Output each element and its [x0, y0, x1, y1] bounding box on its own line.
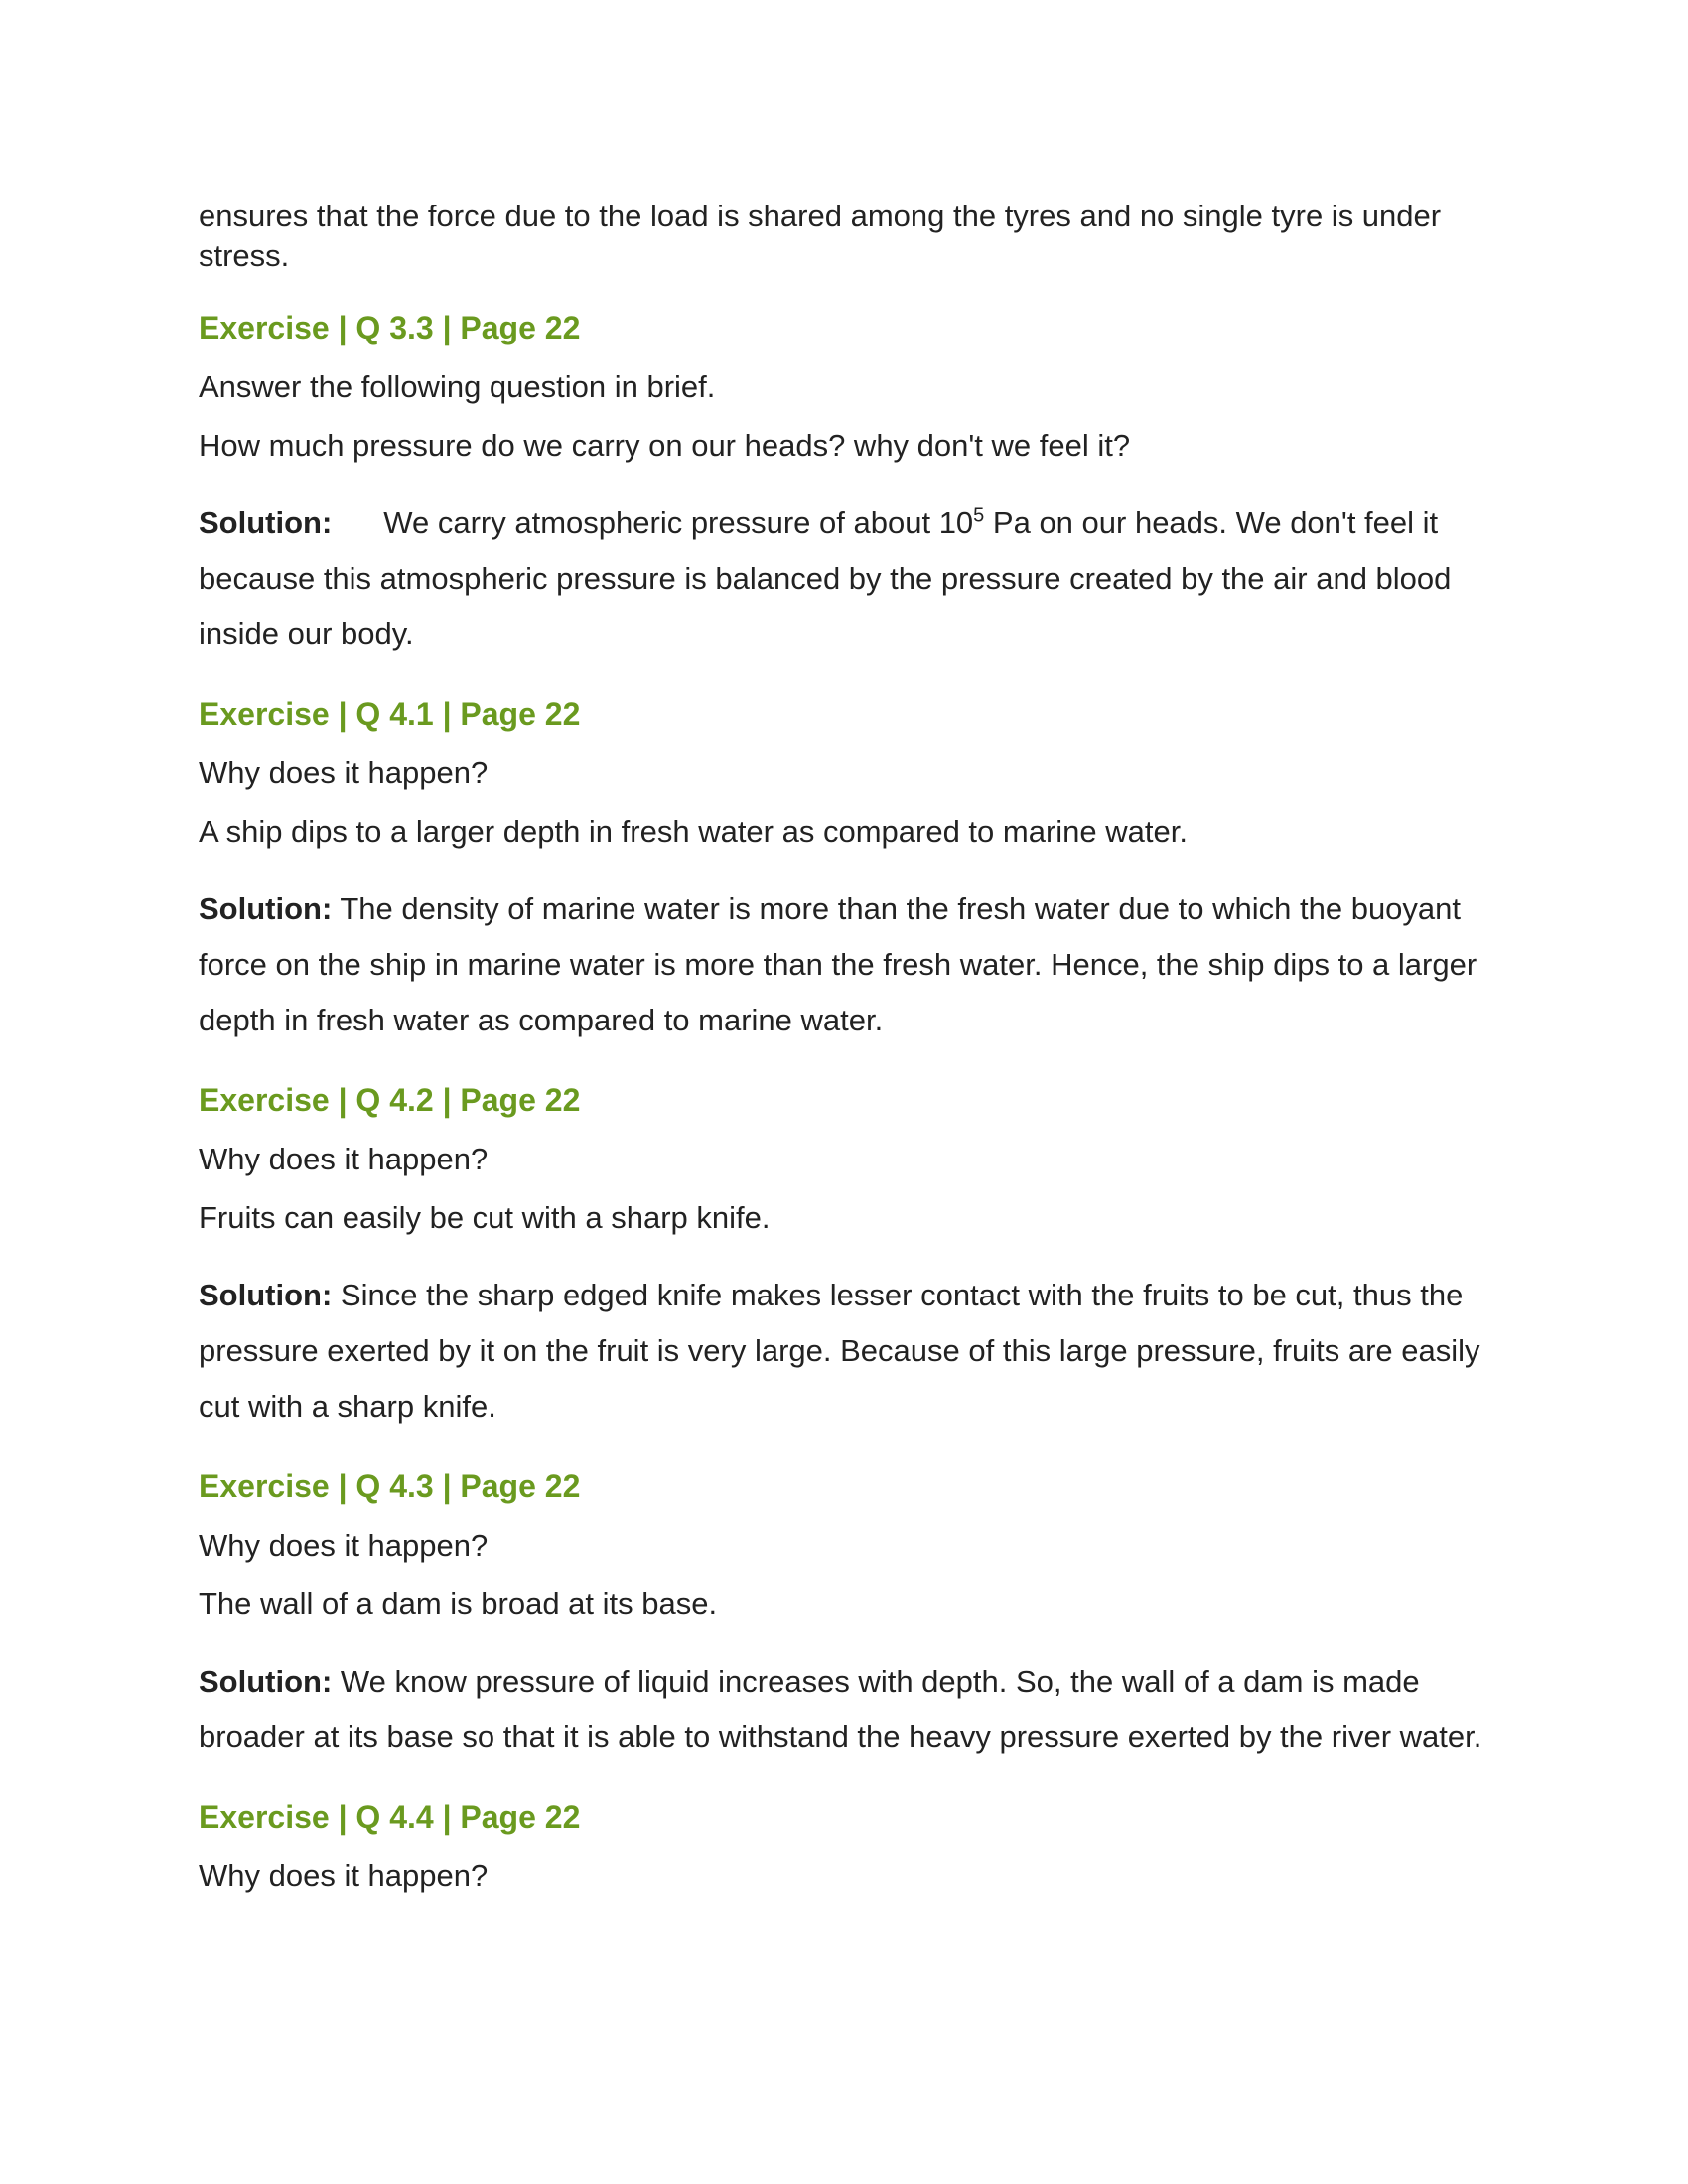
- section-heading: Exercise | Q 3.3 | Page 22: [199, 310, 581, 345]
- solution-text: [199, 1268, 1489, 1434]
- question-prompt: Why does it happen?: [199, 1528, 489, 1563]
- solution-text: [199, 882, 1489, 1048]
- solution-body: We know pressure of liquid increases with depth. So, the wall of a dam is made broader at its base so that it is able to withstand the heavy pressure exerted by the river water.: [199, 1664, 1482, 1754]
- question-text: A ship dips to a larger depth in fresh water as compared to marine water.: [199, 814, 1188, 849]
- solution-body-start: We carry atmospheric pressure of about 10: [383, 505, 974, 540]
- question-text: Fruits can easily be cut with a sharp knife.: [199, 1200, 771, 1235]
- section-heading: Exercise | Q 4.4 | Page 22: [199, 1799, 581, 1835]
- solution-exponent: 5: [973, 504, 985, 527]
- section-q4-3: [199, 1466, 1489, 1765]
- section-heading: Exercise | Q 4.3 | Page 22: [199, 1468, 581, 1504]
- solution-text: [199, 1654, 1489, 1765]
- document-page: [199, 197, 1489, 1896]
- section-heading: Exercise | Q 4.2 | Page 22: [199, 1082, 581, 1118]
- solution-text: [199, 495, 1489, 662]
- section-heading: Exercise | Q 4.1 | Page 22: [199, 696, 581, 732]
- question-prompt: Why does it happen?: [199, 1142, 489, 1176]
- question-prompt: Why does it happen?: [199, 755, 489, 790]
- section-q4-4: [199, 1797, 1489, 1896]
- question-prompt: Answer the following question in brief.: [199, 369, 716, 404]
- question-text: The wall of a dam is broad at its base.: [199, 1586, 718, 1621]
- solution-label: Solution:: [199, 1278, 333, 1312]
- section-q4-2: [199, 1080, 1489, 1434]
- question-prompt: Why does it happen?: [199, 1858, 489, 1893]
- solution-label: Solution:: [199, 1664, 333, 1699]
- solution-body: Since the sharp edged knife makes lesser contact with the fruits to be cut, thus the pressure exerted by it on the fruit is very large. Because of this large pressure, fruits are easily cut with a sharp knife.: [199, 1278, 1480, 1424]
- solution-label: Solution:: [199, 505, 333, 540]
- solution-body: The density of marine water is more than the fresh water due to which the buoyant force on the ship in marine water is more than the fresh water. Hence, the ship dips to a larger depth in fresh water as compared to marine water.: [199, 891, 1477, 1037]
- solution-label: Solution:: [199, 891, 333, 926]
- solution-body-end: Pa on our heads. We don't feel it because this atmospheric pressure is balanced by the pressure created by the air and blood inside our body.: [199, 505, 1452, 651]
- section-q3-3: [199, 308, 1489, 662]
- question-text: How much pressure do we carry on our heads? why don't we feel it?: [199, 428, 1131, 463]
- intro-text: ensures that the force due to the load is shared among the tyres and no single tyre is under stress.: [199, 199, 1442, 273]
- section-q4-1: [199, 694, 1489, 1048]
